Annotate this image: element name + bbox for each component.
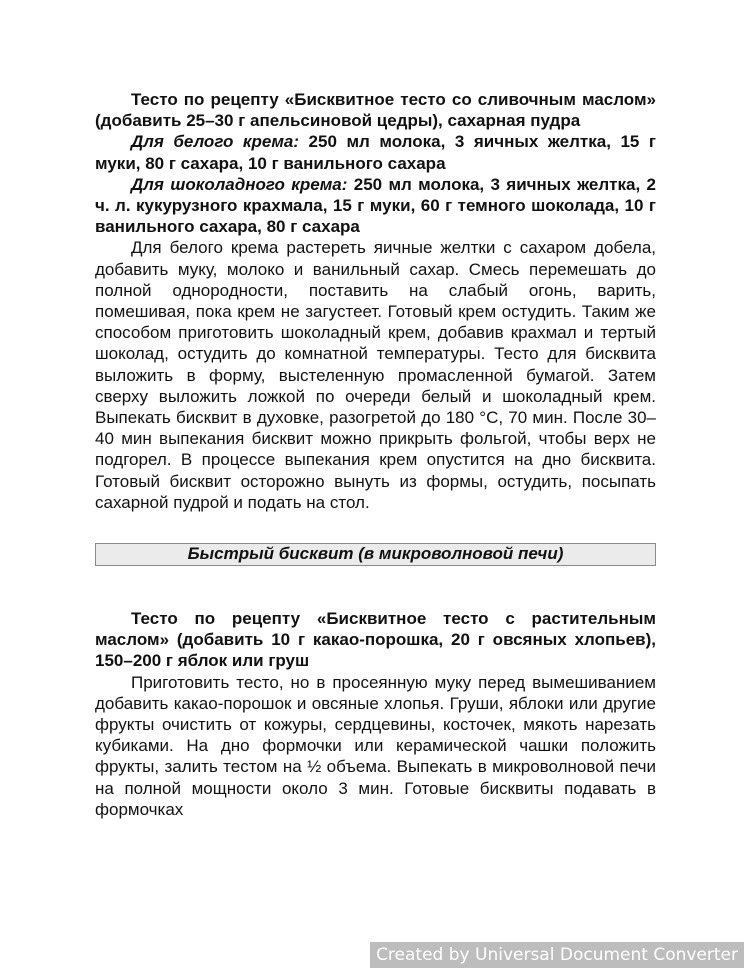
chocolate-cream-list: 250 мл молока, 3 яичных желтка, 2 ч. л. кукурузного крахмала, 15 г муки, 60 г темного шоколада, 10 г ванильного сахара, 80 г сахара xyxy=(95,174,656,237)
chocolate-cream-label: Для шоколадного крема: xyxy=(131,174,348,194)
recipe1-method: Для белого крема растереть яичные желтки с сахаром добела, добавить муку, молоко и ванильный сахар. Смесь перемешать до полной однородности, поставить на слабый огонь, варить, помешивая, пока крем не загустеет. Готовый крем остудить. Таким же способом приготовить шоколадный крем, добавив крахмал и тертый шоколад, остудить до комнатной температуры. Тесто для бисквита выложить в форму, выстеленную промасленной бумагой. Затем сверху выложить ложкой по очереди белый и шоколадный крем. Выпекать бисквит в духовке, разогретой до 180 °С, 70 мин. После 30–40 мин выпекания бисквит можно прикрыть фольгой, чтобы верх не подгорел. В процессе выпекания крем опустится на дно бисквита. Готовый бисквит осторожно вынуть из формы, остудить, посыпать сахарной пудрой и подать на стол. xyxy=(95,238,656,512)
chocolate-cream-ingredients xyxy=(95,174,656,238)
recipe2-dough-ingredients: Тесто по рецепту «Бисквитное тесто с растительным маслом» (добавить 10 г какао-порошка, 20 г овсяных хлопьев), 150–200 г яблок или груш xyxy=(95,609,656,671)
document-page xyxy=(95,89,656,820)
recipe1-dough-ingredients: Тесто по рецепту «Бисквитное тесто со сливочным маслом» (добавить 25–30 г апельсиновой цедры), сахарная пудра xyxy=(95,90,656,131)
recipe2-title: Быстрый бисквит (в микроволновой печи) xyxy=(95,543,656,566)
white-cream-label: Для белого крема: xyxy=(131,132,300,152)
recipe2-method: Приготовить тесто, но в просеянную муку перед вымешиванием добавить какао-порошок и овсяные хлопья. Груши, яблоки или другие фрукты очистить от кожуры, сердцевины, косточек, мякоть нарезать кубиками. На дно формочки или керамической чашки положить фрукты, залить тестом на ½ объема. Выпекать в микроволновой печи на полной мощности около 3 мин. Готовые бисквиты подавать в формочках xyxy=(95,672,656,819)
white-cream-ingredients xyxy=(95,131,656,173)
section-spacer xyxy=(95,566,656,608)
converter-watermark: Created by Universal Document Converter xyxy=(370,942,744,968)
white-cream-list: 250 мл молока, 3 яичных желтка, 15 г муки, 80 г сахара, 10 г ванильного сахара xyxy=(95,132,656,173)
